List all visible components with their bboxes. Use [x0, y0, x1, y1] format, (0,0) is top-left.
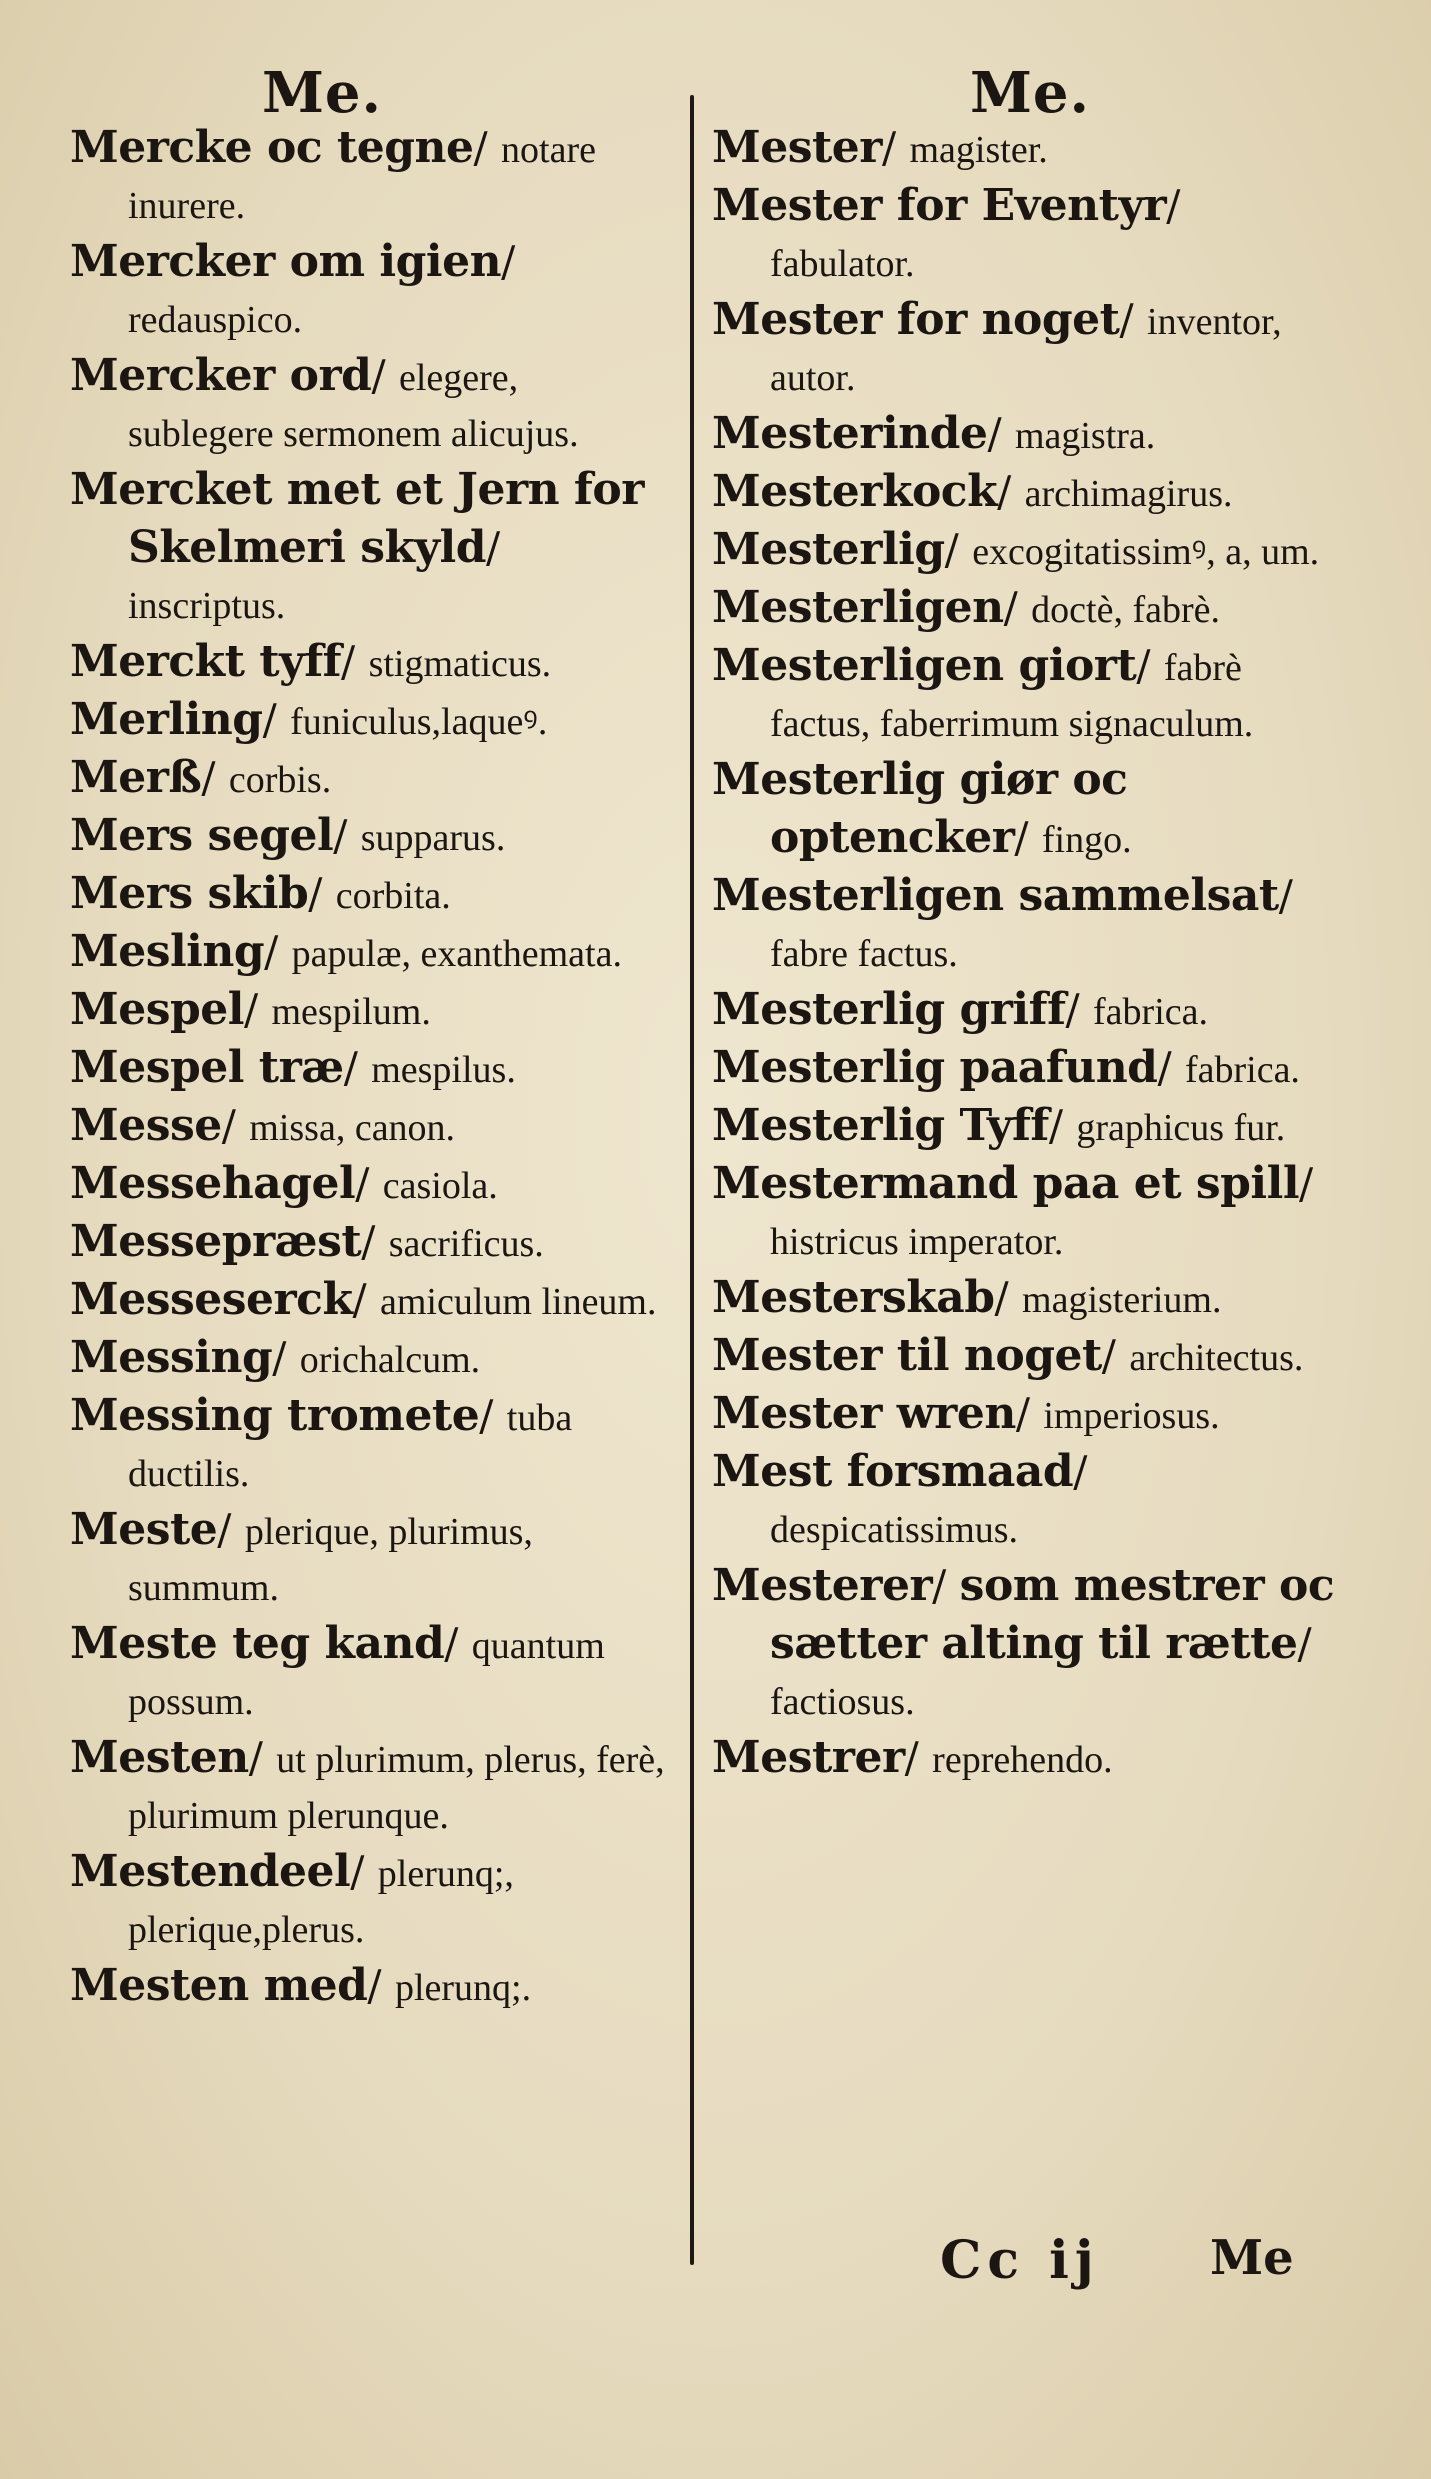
entry-headword: Mesterinde — [712, 408, 988, 459]
dictionary-entry — [712, 464, 1337, 522]
entry-headword: Merckt tyff — [70, 636, 342, 687]
entry-separator: / — [997, 467, 1025, 516]
entry-translation: notare inurere. — [128, 129, 596, 227]
entry-headword: Meste — [70, 1504, 218, 1555]
dictionary-entry — [70, 462, 670, 634]
entry-separator: / — [262, 695, 291, 744]
entry-separator: / — [1015, 1389, 1044, 1438]
entry-translation: fabrica. — [1184, 1049, 1300, 1091]
entry-separator: / — [501, 237, 516, 286]
entry-separator: / — [308, 869, 336, 918]
dictionary-entry — [70, 924, 670, 982]
entry-translation: factiosus. — [770, 1681, 915, 1723]
dictionary-entry — [70, 1156, 670, 1214]
entry-translation: excogitatissimꝰ, a, um. — [972, 531, 1320, 573]
dictionary-entry — [712, 1730, 1337, 1788]
entry-translation: papulæ, exanthemata. — [291, 933, 622, 975]
dictionary-entry — [70, 348, 670, 462]
dictionary-entry — [712, 292, 1337, 406]
entry-separator: / — [1136, 641, 1164, 690]
entry-translation: sacrificus. — [388, 1223, 544, 1265]
entry-translation: plerunq;. — [394, 1967, 532, 2009]
entry-headword: Mester for noget — [712, 294, 1120, 345]
dictionary-entry — [712, 1444, 1337, 1558]
dictionary-entry — [70, 750, 670, 808]
entry-headword: Mesterlig griff — [712, 984, 1066, 1035]
dictionary-entry — [70, 1502, 670, 1616]
entry-translation: reprehendo. — [932, 1739, 1113, 1781]
dictionary-entry — [712, 406, 1337, 464]
entry-headword: Mesterlig paafund — [712, 1042, 1158, 1093]
entry-separator: / — [1157, 1043, 1185, 1092]
entry-headword: Messepræst — [70, 1216, 362, 1267]
dictionary-entry — [70, 1040, 670, 1098]
entry-headword: Mers segel — [70, 810, 334, 861]
entry-separator: / — [343, 1043, 372, 1092]
entry-translation: plerique, plurimus, summum. — [128, 1511, 533, 1609]
dictionary-entry — [70, 1730, 670, 1844]
entry-headword: Mercker ord — [70, 350, 372, 401]
entry-separator: / — [341, 637, 369, 686]
entry-translation: corbis. — [228, 759, 332, 801]
entry-headword: Mester — [712, 122, 882, 173]
entry-headword: Mers skib — [70, 868, 309, 919]
entry-headword: Merß — [70, 752, 202, 803]
entry-translation: amiculum lineum. — [379, 1281, 657, 1323]
dictionary-entry — [712, 1386, 1337, 1444]
entry-separator: / — [217, 1505, 245, 1554]
dictionary-entry — [712, 580, 1337, 638]
entry-separator: / — [264, 927, 292, 976]
entry-headword: Mesterlig giør oc optencker — [712, 754, 1128, 863]
dictionary-entry — [70, 1388, 670, 1502]
dictionary-entry — [712, 982, 1337, 1040]
entry-headword: Meste teg kand — [70, 1618, 445, 1669]
dictionary-entry — [712, 1558, 1337, 1730]
column-divider — [690, 95, 694, 2265]
entry-translation: inventor, autor. — [770, 301, 1282, 399]
entry-separator: / — [1299, 1159, 1314, 1208]
dictionary-entry — [70, 1958, 670, 2016]
entry-separator: / — [1297, 1619, 1312, 1668]
entry-separator: / — [1065, 985, 1094, 1034]
entry-headword: Mespel træ — [70, 1042, 344, 1093]
entry-translation: fabrica. — [1093, 991, 1208, 1033]
entry-separator: / — [1278, 871, 1293, 920]
entry-separator: / — [1048, 1101, 1077, 1150]
dictionary-entry — [70, 1098, 670, 1156]
entry-headword: Mester wren — [712, 1388, 1016, 1439]
dictionary-entry — [712, 1156, 1337, 1270]
entry-headword: Mesten med — [70, 1960, 368, 2011]
entry-headword: Mesterligen — [712, 582, 1004, 633]
entry-headword: Mercker om igien — [70, 236, 502, 287]
entry-headword: Messe — [70, 1100, 222, 1151]
entry-separator: / — [352, 1275, 380, 1324]
entry-headword: Mesterskab — [712, 1272, 995, 1323]
entry-separator: / — [479, 1391, 507, 1440]
entry-translation: funiculus,laqueꝰ. — [290, 701, 548, 743]
entry-headword: Mester for Eventyr — [712, 180, 1167, 231]
entry-separator: / — [944, 525, 973, 574]
entry-separator: / — [350, 1847, 378, 1896]
dictionary-entry — [70, 634, 670, 692]
entry-separator: / — [486, 523, 501, 572]
dictionary-entry — [712, 1098, 1337, 1156]
entry-translation: magistra. — [1014, 415, 1156, 457]
entry-translation: graphicus fur. — [1076, 1107, 1286, 1149]
dictionary-entry — [70, 1214, 670, 1272]
entry-separator: / — [1003, 583, 1032, 632]
dictionary-entry — [70, 120, 670, 234]
dictionary-entry — [70, 866, 670, 924]
dictionary-entry — [712, 1270, 1337, 1328]
entry-headword: Mester til noget — [712, 1330, 1102, 1381]
catchword: Me — [1210, 2230, 1294, 2286]
entry-headword: Mestendeel — [70, 1846, 351, 1897]
entry-headword: Mesterligen sammelsat — [712, 870, 1279, 921]
entry-translation: fabulator. — [770, 243, 915, 285]
dictionary-entry — [712, 178, 1337, 292]
entry-translation: fabre factus. — [770, 933, 958, 975]
entry-translation: redauspico. — [128, 299, 303, 341]
entry-translation: orichalcum. — [299, 1339, 481, 1381]
dictionary-entry — [712, 1040, 1337, 1098]
dictionary-entry — [70, 1272, 670, 1330]
entry-translation: supparus. — [360, 817, 506, 859]
entry-headword: Mest forsmaad — [712, 1446, 1074, 1497]
entry-separator: / — [987, 409, 1015, 458]
entry-headword: Mercke oc tegne — [70, 122, 474, 173]
entry-translation: inscriptus. — [128, 585, 286, 627]
entry-separator: / — [1101, 1331, 1130, 1380]
entry-headword: Mestermand paa et spill — [712, 1158, 1300, 1209]
entry-translation: archimagirus. — [1024, 473, 1233, 515]
entry-separator: / — [1166, 181, 1181, 230]
entry-separator: / — [355, 1159, 383, 1208]
entry-headword: Mesterlig — [712, 524, 945, 575]
entry-separator: / — [371, 351, 399, 400]
right-column — [712, 120, 1337, 1788]
dictionary-entry — [70, 692, 670, 750]
entry-separator: / — [272, 1333, 300, 1382]
entry-separator: / — [444, 1619, 472, 1668]
dictionary-entry — [70, 982, 670, 1040]
dictionary-entry — [70, 1844, 670, 1958]
entry-translation: histricus imperator. — [770, 1221, 1064, 1263]
entry-separator: / — [1073, 1447, 1088, 1496]
dictionary-entry — [712, 638, 1337, 752]
entry-headword: Mesterer — [712, 1560, 933, 1611]
entry-headword: Mesterlig Tyff — [712, 1100, 1049, 1151]
entry-separator: / — [201, 753, 229, 802]
entry-separator: / — [1014, 813, 1042, 862]
left-column — [70, 120, 670, 2016]
entry-translation: imperiosus. — [1043, 1395, 1220, 1437]
entry-separator: / — [367, 1961, 395, 2010]
entry-translation: missa, canon. — [249, 1107, 456, 1149]
entry-headword: Messeserck — [70, 1274, 353, 1325]
left-column-header: Me. — [261, 60, 383, 126]
dictionary-entry — [712, 1328, 1337, 1386]
entry-translation: fingo. — [1041, 819, 1132, 861]
entry-headword: Messing tromete — [70, 1390, 480, 1441]
entry-translation: som mestrer oc sætter alting til rætte — [770, 1560, 1335, 1669]
entry-separator: / — [333, 811, 361, 860]
entry-translation: tuba ductilis. — [128, 1397, 573, 1495]
entry-translation: quantum possum. — [128, 1625, 605, 1723]
entry-translation: architectus. — [1129, 1337, 1304, 1379]
entry-separator: / — [361, 1217, 389, 1266]
entry-translation: casiola. — [382, 1165, 498, 1207]
dictionary-entry — [70, 1330, 670, 1388]
entry-separator: / — [881, 123, 910, 172]
dictionary-entry — [712, 522, 1337, 580]
entry-separator: / — [473, 123, 502, 172]
entry-headword: Mesten — [70, 1732, 249, 1783]
dictionary-entry — [70, 1616, 670, 1730]
entry-headword: Messehagel — [70, 1158, 356, 1209]
entry-separator: / — [243, 985, 272, 1034]
dictionary-entry — [70, 234, 670, 348]
signature-mark: Cc ij — [940, 2230, 1100, 2291]
dictionary-entry — [70, 808, 670, 866]
entry-translation: corbita. — [335, 875, 451, 917]
entry-separator: / — [1119, 295, 1148, 344]
entry-translation: plerunq;, plerique,plerus. — [128, 1853, 514, 1951]
entry-headword: Mercket met et Jern for Skelmeri skyld — [70, 464, 644, 573]
entry-translation: mespilum. — [271, 991, 431, 1033]
entry-translation: elegere, sublegere sermonem alicujus. — [128, 357, 579, 455]
dictionary-entry — [712, 120, 1337, 178]
entry-separator: / — [932, 1561, 960, 1610]
dictionary-entry — [712, 868, 1337, 982]
entry-translation: magisterium. — [1022, 1279, 1222, 1321]
entry-headword: Merling — [70, 694, 263, 745]
dictionary-entry — [712, 752, 1337, 868]
entry-headword: Mestrer — [712, 1732, 905, 1783]
entry-translation: doctè, fabrè. — [1031, 589, 1221, 631]
entry-separator: / — [248, 1733, 277, 1782]
entry-separator: / — [904, 1733, 933, 1782]
entry-translation: stigmaticus. — [368, 643, 552, 685]
entry-translation: magister. — [909, 129, 1048, 171]
right-column-header: Me. — [969, 60, 1091, 126]
entry-separator: / — [994, 1273, 1023, 1322]
entry-headword: Mesterkock — [712, 466, 998, 517]
entry-headword: Mespel — [70, 984, 244, 1035]
entry-translation: mespilus. — [371, 1049, 516, 1091]
entry-headword: Mesterligen giort — [712, 640, 1137, 691]
entry-headword: Messing — [70, 1332, 273, 1383]
entry-translation: fabrè factus, faberrimum signaculum. — [770, 647, 1254, 745]
entry-translation: despicatissimus. — [770, 1509, 1019, 1551]
entry-translation: ut plurimum, plerus, ferè, plurimum plerunque. — [128, 1739, 665, 1837]
entry-headword: Mesling — [70, 926, 265, 977]
entry-separator: / — [221, 1101, 250, 1150]
